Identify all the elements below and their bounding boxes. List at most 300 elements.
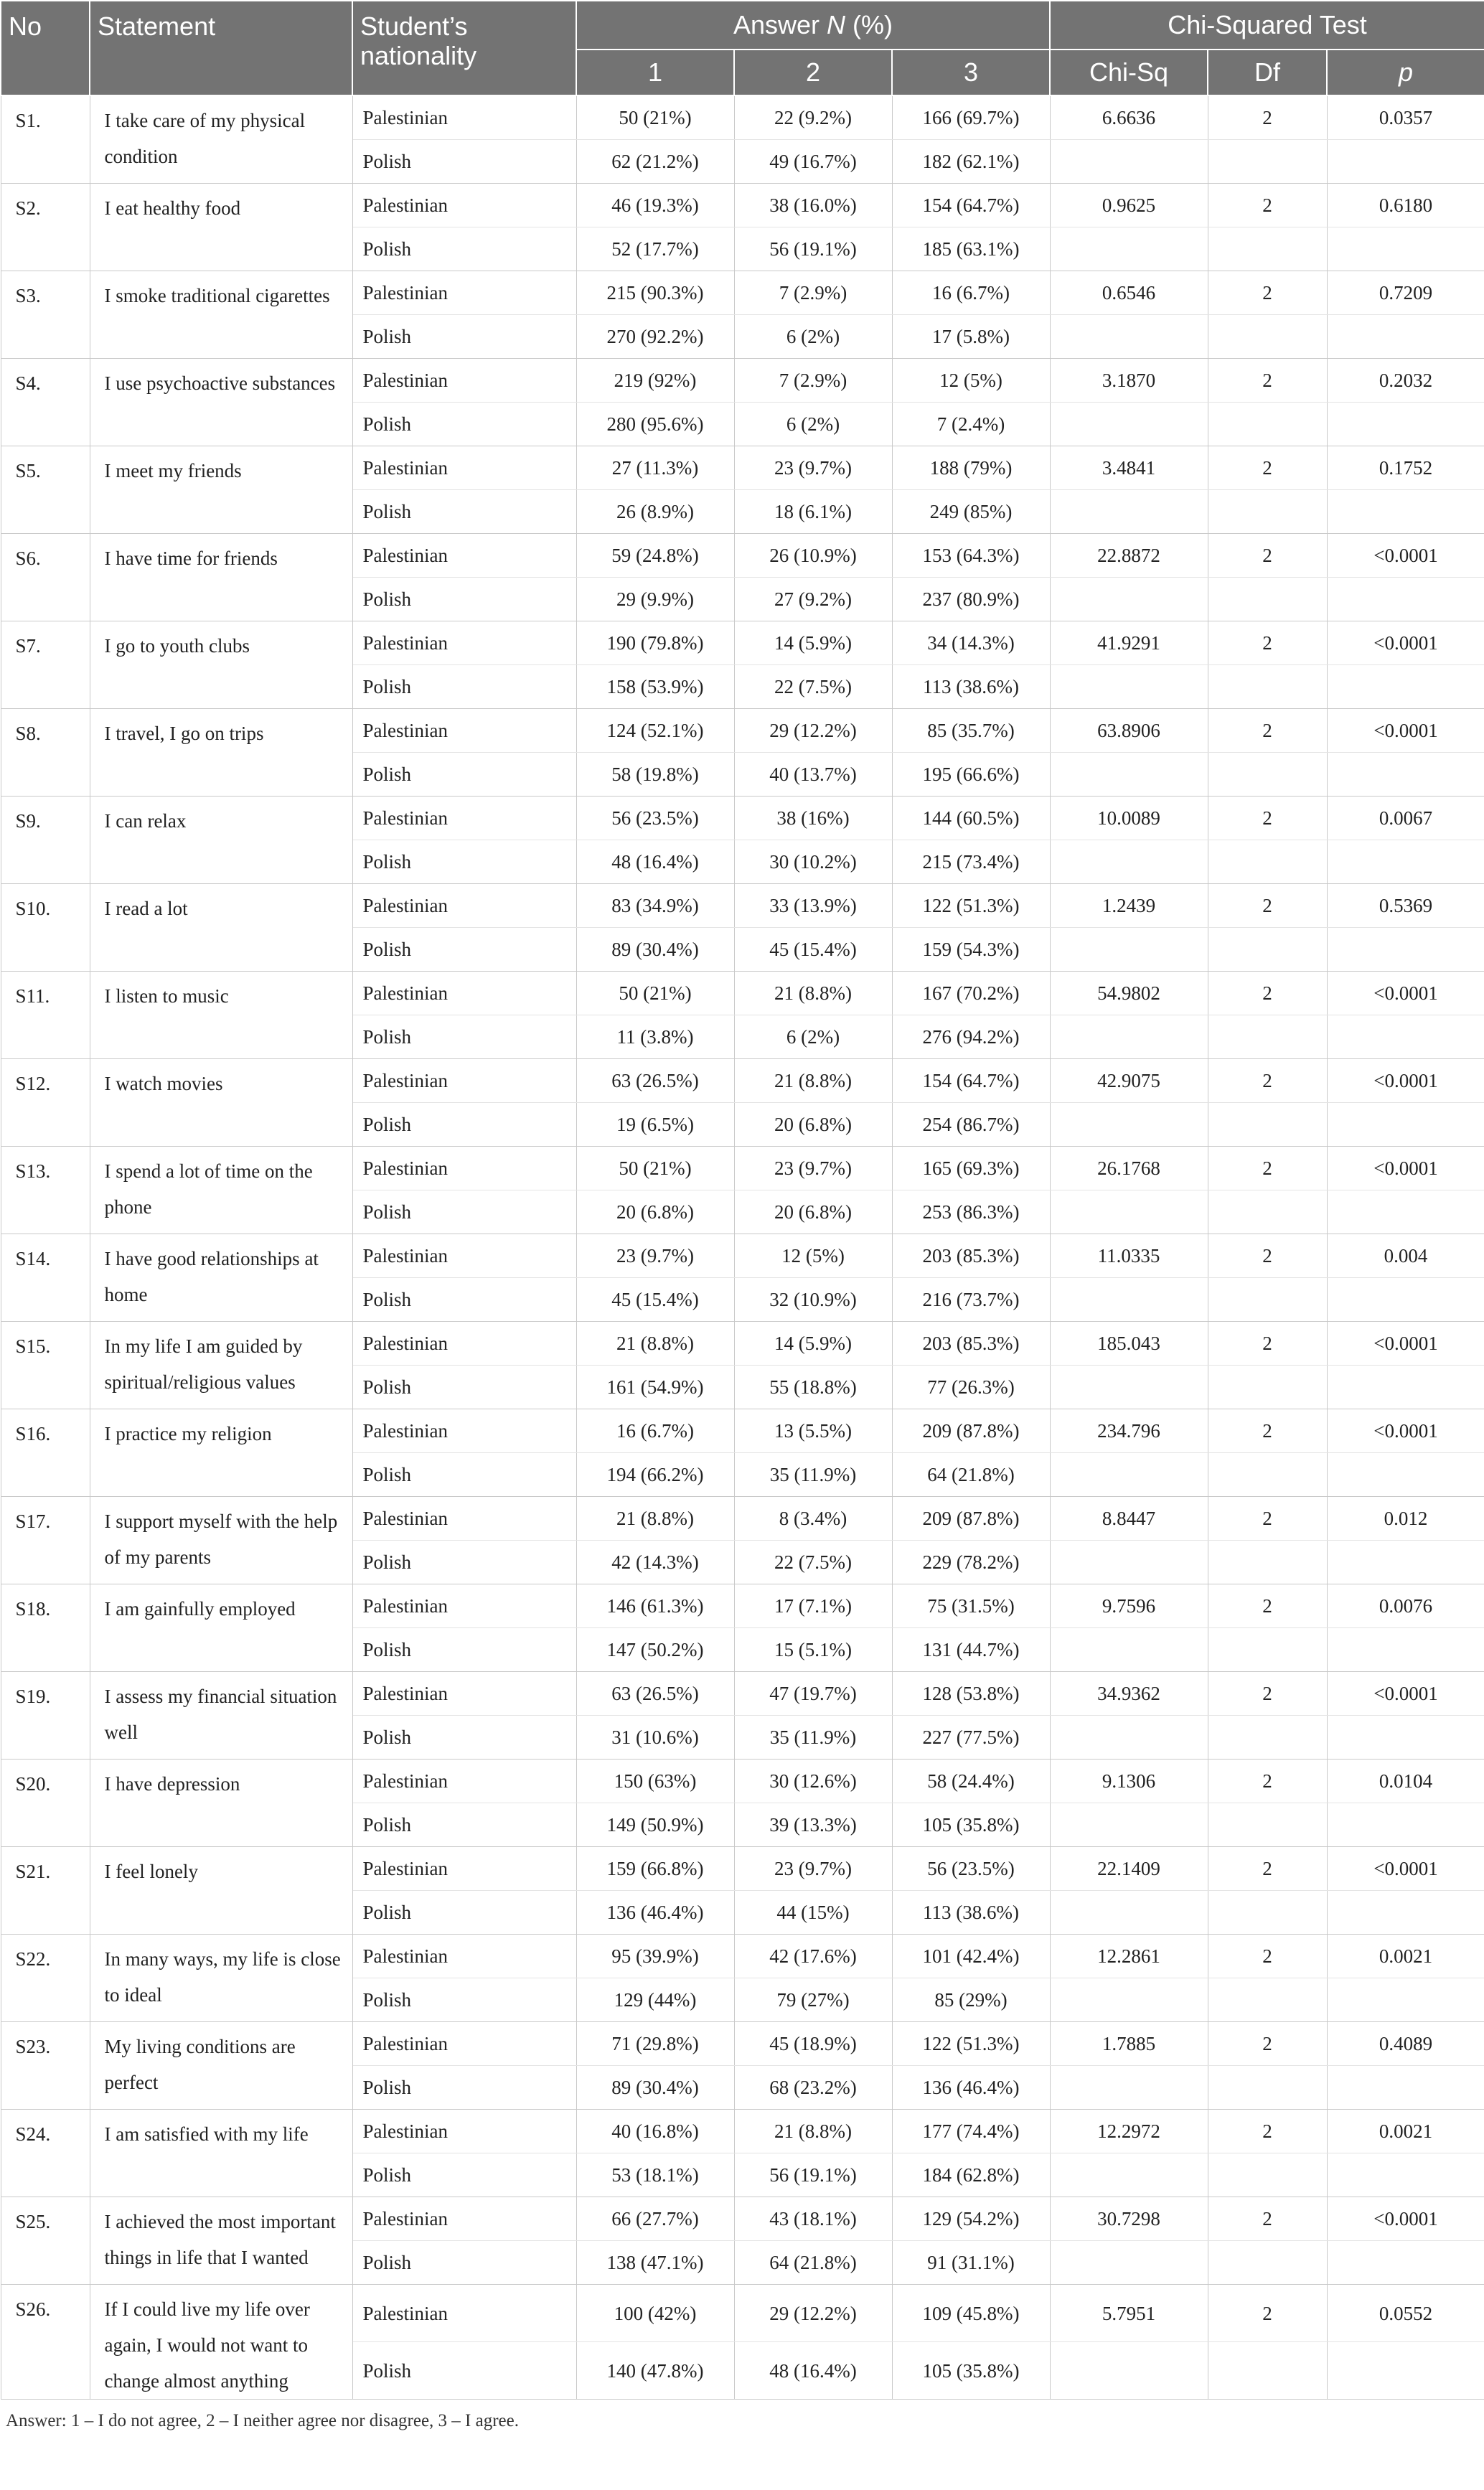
cell-answer-2: 29 (12.2%) [734, 709, 892, 753]
cell-nationality: Palestinian [352, 1322, 576, 1366]
cell-answer-1: 89 (30.4%) [576, 928, 734, 972]
cell-p: <0.0001 [1327, 2197, 1484, 2241]
cell-chi-sq: 3.1870 [1050, 359, 1208, 403]
cell-answer-1: 59 (24.8%) [576, 534, 734, 578]
cell-df: 2 [1208, 2197, 1327, 2241]
cell-statement: I watch movies [90, 1059, 352, 1147]
cell-answer-2: 38 (16%) [734, 797, 892, 840]
cell-statement: In many ways, my life is close to ideal [90, 1935, 352, 2022]
cell-answer-3: 159 (54.3%) [892, 928, 1050, 972]
cell-chi-sq-empty [1050, 665, 1208, 709]
cell-p: 0.1752 [1327, 446, 1484, 490]
cell-p: <0.0001 [1327, 534, 1484, 578]
cell-answer-1: 150 (63%) [576, 1760, 734, 1803]
cell-statement: I spend a lot of time on the phone [90, 1147, 352, 1234]
cell-statement: I meet my friends [90, 446, 352, 534]
cell-nationality: Palestinian [352, 1234, 576, 1278]
cell-answer-1: 46 (19.3%) [576, 184, 734, 227]
cell-no: S8. [1, 709, 90, 797]
table-row [1, 359, 1484, 403]
cell-answer-2: 12 (5%) [734, 1234, 892, 1278]
cell-p-empty [1327, 1190, 1484, 1234]
cell-answer-1: 215 (90.3%) [576, 271, 734, 315]
cell-answer-3: 227 (77.5%) [892, 1716, 1050, 1760]
cell-chi-sq-empty [1050, 1366, 1208, 1409]
cell-nationality: Polish [352, 1891, 576, 1935]
cell-p: 0.012 [1327, 1497, 1484, 1541]
table-header [1, 1, 1484, 95]
cell-chi-sq-empty [1050, 753, 1208, 797]
cell-answer-1: 26 (8.9%) [576, 490, 734, 534]
cell-answer-1: 71 (29.8%) [576, 2022, 734, 2066]
cell-no: S14. [1, 1234, 90, 1322]
cell-answer-3: 216 (73.7%) [892, 1278, 1050, 1322]
cell-answer-2: 21 (8.8%) [734, 2110, 892, 2153]
header-statement: Statement [90, 1, 352, 95]
cell-answer-1: 63 (26.5%) [576, 1672, 734, 1716]
cell-p: 0.7209 [1327, 271, 1484, 315]
cell-answer-2: 56 (19.1%) [734, 2153, 892, 2197]
cell-statement: I feel lonely [90, 1847, 352, 1935]
cell-no: S5. [1, 446, 90, 534]
cell-df: 2 [1208, 972, 1327, 1015]
cell-answer-1: 194 (66.2%) [576, 1453, 734, 1497]
cell-df: 2 [1208, 1409, 1327, 1453]
cell-answer-3: 113 (38.6%) [892, 1891, 1050, 1935]
cell-p: <0.0001 [1327, 709, 1484, 753]
cell-answer-2: 18 (6.1%) [734, 490, 892, 534]
cell-answer-2: 30 (12.6%) [734, 1760, 892, 1803]
cell-answer-2: 6 (2%) [734, 315, 892, 359]
cell-p-empty [1327, 578, 1484, 621]
cell-nationality: Polish [352, 1628, 576, 1672]
cell-answer-1: 48 (16.4%) [576, 840, 734, 884]
cell-nationality: Polish [352, 753, 576, 797]
cell-answer-2: 35 (11.9%) [734, 1453, 892, 1497]
cell-answer-2: 22 (7.5%) [734, 665, 892, 709]
cell-answer-2: 15 (5.1%) [734, 1628, 892, 1672]
table-row [1, 534, 1484, 578]
cell-answer-2: 21 (8.8%) [734, 972, 892, 1015]
cell-chi-sq-empty [1050, 1716, 1208, 1760]
cell-answer-1: 136 (46.4%) [576, 1891, 734, 1935]
cell-answer-1: 100 (42%) [576, 2285, 734, 2342]
cell-chi-sq: 12.2861 [1050, 1935, 1208, 1978]
cell-chi-sq: 9.1306 [1050, 1760, 1208, 1803]
cell-answer-3: 184 (62.8%) [892, 2153, 1050, 2197]
table-row [1, 2110, 1484, 2153]
cell-answer-3: 128 (53.8%) [892, 1672, 1050, 1716]
cell-no: S19. [1, 1672, 90, 1760]
cell-chi-sq: 41.9291 [1050, 621, 1208, 665]
cell-answer-1: 31 (10.6%) [576, 1716, 734, 1760]
cell-df: 2 [1208, 2022, 1327, 2066]
header-answer-1: 1 [576, 50, 734, 95]
cell-nationality: Palestinian [352, 1409, 576, 1453]
cell-answer-1: 280 (95.6%) [576, 403, 734, 446]
cell-statement: My living conditions are perfect [90, 2022, 352, 2110]
cell-answer-3: 77 (26.3%) [892, 1366, 1050, 1409]
cell-no: S18. [1, 1584, 90, 1672]
cell-df: 2 [1208, 1497, 1327, 1541]
cell-nationality: Palestinian [352, 1147, 576, 1190]
table-row [1, 1672, 1484, 1716]
cell-statement: I smoke traditional cigarettes [90, 271, 352, 359]
cell-answer-1: 52 (17.7%) [576, 227, 734, 271]
cell-nationality: Polish [352, 2241, 576, 2285]
cell-answer-3: 166 (69.7%) [892, 95, 1050, 140]
cell-df-empty [1208, 1716, 1327, 1760]
cell-statement: I have time for friends [90, 534, 352, 621]
cell-p-empty [1327, 315, 1484, 359]
cell-p-empty [1327, 665, 1484, 709]
cell-answer-1: 16 (6.7%) [576, 1409, 734, 1453]
cell-df-empty [1208, 403, 1327, 446]
cell-chi-sq: 11.0335 [1050, 1234, 1208, 1278]
header-answer-3: 3 [892, 50, 1050, 95]
cell-nationality: Polish [352, 1015, 576, 1059]
cell-p: <0.0001 [1327, 1672, 1484, 1716]
cell-chi-sq-empty [1050, 578, 1208, 621]
table-row [1, 1847, 1484, 1891]
cell-chi-sq: 8.8447 [1050, 1497, 1208, 1541]
header-answer-suffix: (%) [845, 10, 893, 40]
cell-chi-sq: 34.9362 [1050, 1672, 1208, 1716]
cell-p-empty [1327, 1366, 1484, 1409]
cell-statement: I read a lot [90, 884, 352, 972]
cell-answer-3: 276 (94.2%) [892, 1015, 1050, 1059]
cell-nationality: Palestinian [352, 2285, 576, 2342]
cell-answer-1: 50 (21%) [576, 95, 734, 140]
cell-df: 2 [1208, 534, 1327, 578]
cell-answer-3: 85 (29%) [892, 1978, 1050, 2022]
cell-df: 2 [1208, 446, 1327, 490]
cell-answer-2: 7 (2.9%) [734, 271, 892, 315]
cell-chi-sq: 185.043 [1050, 1322, 1208, 1366]
cell-answer-1: 45 (15.4%) [576, 1278, 734, 1322]
cell-p: 0.5369 [1327, 884, 1484, 928]
cell-p-empty [1327, 1015, 1484, 1059]
cell-df-empty [1208, 2241, 1327, 2285]
header-answer-prefix: Answer [733, 10, 827, 40]
cell-df: 2 [1208, 884, 1327, 928]
cell-answer-3: 154 (64.7%) [892, 1059, 1050, 1103]
cell-answer-1: 58 (19.8%) [576, 753, 734, 797]
cell-statement: If I could live my life over again, I would not want to change almost anything [90, 2285, 352, 2400]
cell-answer-2: 42 (17.6%) [734, 1935, 892, 1978]
header-nationality: Student’s nationality [352, 1, 576, 95]
cell-answer-1: 149 (50.9%) [576, 1803, 734, 1847]
cell-df-empty [1208, 578, 1327, 621]
cell-p: <0.0001 [1327, 972, 1484, 1015]
cell-chi-sq-empty [1050, 1103, 1208, 1147]
cell-chi-sq-empty [1050, 2342, 1208, 2400]
cell-answer-3: 185 (63.1%) [892, 227, 1050, 271]
cell-answer-3: 249 (85%) [892, 490, 1050, 534]
cell-nationality: Palestinian [352, 95, 576, 140]
cell-answer-3: 12 (5%) [892, 359, 1050, 403]
cell-p: 0.6180 [1327, 184, 1484, 227]
cell-nationality: Palestinian [352, 1584, 576, 1628]
cell-nationality: Palestinian [352, 534, 576, 578]
table-row [1, 621, 1484, 665]
cell-answer-3: 7 (2.4%) [892, 403, 1050, 446]
cell-p: <0.0001 [1327, 1847, 1484, 1891]
cell-no: S11. [1, 972, 90, 1059]
cell-answer-3: 237 (80.9%) [892, 578, 1050, 621]
cell-nationality: Palestinian [352, 184, 576, 227]
cell-p-empty [1327, 1891, 1484, 1935]
cell-nationality: Palestinian [352, 709, 576, 753]
cell-p-empty [1327, 140, 1484, 184]
cell-statement: I am satisfied with my life [90, 2110, 352, 2197]
cell-answer-2: 17 (7.1%) [734, 1584, 892, 1628]
cell-p-empty [1327, 1716, 1484, 1760]
cell-no: S15. [1, 1322, 90, 1409]
cell-answer-2: 22 (9.2%) [734, 95, 892, 140]
cell-p-empty [1327, 1453, 1484, 1497]
table-row [1, 1760, 1484, 1803]
cell-answer-2: 56 (19.1%) [734, 227, 892, 271]
cell-df-empty [1208, 2066, 1327, 2110]
cell-answer-3: 188 (79%) [892, 446, 1050, 490]
cell-answer-1: 159 (66.8%) [576, 1847, 734, 1891]
cell-chi-sq: 1.2439 [1050, 884, 1208, 928]
cell-nationality: Palestinian [352, 972, 576, 1015]
cell-df: 2 [1208, 709, 1327, 753]
cell-chi-sq: 234.796 [1050, 1409, 1208, 1453]
cell-statement: I listen to music [90, 972, 352, 1059]
cell-statement: I have good relationships at home [90, 1234, 352, 1322]
cell-answer-2: 44 (15%) [734, 1891, 892, 1935]
cell-p: <0.0001 [1327, 1147, 1484, 1190]
cell-chi-sq: 6.6636 [1050, 95, 1208, 140]
cell-df: 2 [1208, 797, 1327, 840]
cell-answer-2: 6 (2%) [734, 403, 892, 446]
cell-df-empty [1208, 1015, 1327, 1059]
cell-nationality: Palestinian [352, 271, 576, 315]
cell-statement: I practice my religion [90, 1409, 352, 1497]
cell-no: S24. [1, 2110, 90, 2197]
cell-statement: I use psychoactive substances [90, 359, 352, 446]
cell-p-empty [1327, 403, 1484, 446]
cell-df-empty [1208, 1628, 1327, 1672]
cell-answer-2: 30 (10.2%) [734, 840, 892, 884]
cell-df: 2 [1208, 1234, 1327, 1278]
cell-nationality: Polish [352, 1978, 576, 2022]
cell-answer-1: 190 (79.8%) [576, 621, 734, 665]
cell-p: 0.0021 [1327, 2110, 1484, 2153]
cell-statement: I eat healthy food [90, 184, 352, 271]
cell-answer-2: 43 (18.1%) [734, 2197, 892, 2241]
cell-nationality: Palestinian [352, 446, 576, 490]
cell-df: 2 [1208, 1672, 1327, 1716]
cell-chi-sq: 0.9625 [1050, 184, 1208, 227]
cell-p-empty [1327, 753, 1484, 797]
cell-answer-1: 21 (8.8%) [576, 1497, 734, 1541]
cell-df-empty [1208, 490, 1327, 534]
cell-p: <0.0001 [1327, 621, 1484, 665]
cell-answer-3: 56 (23.5%) [892, 1847, 1050, 1891]
cell-answer-3: 58 (24.4%) [892, 1760, 1050, 1803]
cell-answer-3: 209 (87.8%) [892, 1409, 1050, 1453]
cell-nationality: Polish [352, 1366, 576, 1409]
header-answer-n: N [827, 10, 846, 40]
header-p-label: p [1399, 57, 1414, 88]
cell-no: S21. [1, 1847, 90, 1935]
cell-nationality: Palestinian [352, 884, 576, 928]
cell-nationality: Polish [352, 1716, 576, 1760]
table-row [1, 972, 1484, 1015]
cell-chi-sq: 0.6546 [1050, 271, 1208, 315]
cell-answer-3: 122 (51.3%) [892, 884, 1050, 928]
header-no: No [1, 1, 90, 95]
cell-chi-sq: 63.8906 [1050, 709, 1208, 753]
cell-answer-3: 144 (60.5%) [892, 797, 1050, 840]
cell-chi-sq: 9.7596 [1050, 1584, 1208, 1628]
cell-statement: I achieved the most important things in life that I wanted [90, 2197, 352, 2285]
cell-chi-sq-empty [1050, 1278, 1208, 1322]
cell-df: 2 [1208, 2110, 1327, 2153]
cell-answer-3: 165 (69.3%) [892, 1147, 1050, 1190]
cell-answer-1: 161 (54.9%) [576, 1366, 734, 1409]
cell-chi-sq-empty [1050, 227, 1208, 271]
cell-answer-2: 8 (3.4%) [734, 1497, 892, 1541]
cell-chi-sq-empty [1050, 1015, 1208, 1059]
cell-answer-2: 45 (15.4%) [734, 928, 892, 972]
cell-answer-2: 6 (2%) [734, 1015, 892, 1059]
cell-chi-sq-empty [1050, 2241, 1208, 2285]
cell-df-empty [1208, 753, 1327, 797]
table-row [1, 271, 1484, 315]
cell-chi-sq-empty [1050, 140, 1208, 184]
cell-nationality: Polish [352, 928, 576, 972]
cell-df-empty [1208, 1190, 1327, 1234]
table-row [1, 1147, 1484, 1190]
cell-p-empty [1327, 227, 1484, 271]
cell-statement: I travel, I go on trips [90, 709, 352, 797]
cell-chi-sq-empty [1050, 1190, 1208, 1234]
cell-nationality: Palestinian [352, 1935, 576, 1978]
cell-answer-3: 109 (45.8%) [892, 2285, 1050, 2342]
cell-answer-3: 229 (78.2%) [892, 1541, 1050, 1584]
header-answer [576, 1, 1050, 50]
cell-no: S1. [1, 95, 90, 184]
cell-answer-3: 101 (42.4%) [892, 1935, 1050, 1978]
cell-answer-3: 131 (44.7%) [892, 1628, 1050, 1672]
header-answer-2: 2 [734, 50, 892, 95]
cell-answer-1: 138 (47.1%) [576, 2241, 734, 2285]
cell-answer-1: 89 (30.4%) [576, 2066, 734, 2110]
cell-nationality: Palestinian [352, 797, 576, 840]
cell-nationality: Polish [352, 2153, 576, 2197]
cell-answer-1: 11 (3.8%) [576, 1015, 734, 1059]
cell-nationality: Palestinian [352, 359, 576, 403]
cell-nationality: Polish [352, 665, 576, 709]
cell-answer-1: 40 (16.8%) [576, 2110, 734, 2153]
cell-chi-sq-empty [1050, 2153, 1208, 2197]
cell-nationality: Polish [352, 140, 576, 184]
cell-nationality: Polish [352, 1278, 576, 1322]
cell-nationality: Polish [352, 403, 576, 446]
cell-p-empty [1327, 2241, 1484, 2285]
cell-answer-2: 7 (2.9%) [734, 359, 892, 403]
cell-df: 2 [1208, 95, 1327, 140]
cell-chi-sq: 5.7951 [1050, 2285, 1208, 2342]
cell-nationality: Polish [352, 490, 576, 534]
cell-answer-2: 23 (9.7%) [734, 1147, 892, 1190]
cell-answer-2: 47 (19.7%) [734, 1672, 892, 1716]
cell-answer-1: 29 (9.9%) [576, 578, 734, 621]
cell-df: 2 [1208, 271, 1327, 315]
cell-nationality: Polish [352, 1103, 576, 1147]
cell-statement: I take care of my physical condition [90, 95, 352, 184]
cell-nationality: Palestinian [352, 1672, 576, 1716]
cell-p-empty [1327, 2066, 1484, 2110]
cell-nationality: Polish [352, 1541, 576, 1584]
cell-no: S26. [1, 2285, 90, 2400]
cell-chi-sq-empty [1050, 2066, 1208, 2110]
table-row [1, 1322, 1484, 1366]
cell-chi-sq: 1.7885 [1050, 2022, 1208, 2066]
cell-no: S25. [1, 2197, 90, 2285]
cell-df-empty [1208, 1891, 1327, 1935]
table-row [1, 95, 1484, 140]
cell-df: 2 [1208, 1322, 1327, 1366]
cell-chi-sq: 12.2972 [1050, 2110, 1208, 2153]
cell-p-empty [1327, 1103, 1484, 1147]
cell-answer-3: 254 (86.7%) [892, 1103, 1050, 1147]
cell-nationality: Polish [352, 1190, 576, 1234]
cell-df: 2 [1208, 1147, 1327, 1190]
cell-answer-1: 124 (52.1%) [576, 709, 734, 753]
cell-chi-sq-empty [1050, 1541, 1208, 1584]
cell-nationality: Palestinian [352, 1497, 576, 1541]
cell-df: 2 [1208, 621, 1327, 665]
table-body [1, 95, 1484, 2400]
cell-answer-2: 20 (6.8%) [734, 1103, 892, 1147]
cell-answer-1: 23 (9.7%) [576, 1234, 734, 1278]
cell-df-empty [1208, 227, 1327, 271]
cell-answer-3: 34 (14.3%) [892, 621, 1050, 665]
header-p [1327, 50, 1484, 95]
table-row [1, 709, 1484, 753]
table-footnote: Answer: 1 – I do not agree, 2 – I neither agree nor disagree, 3 – I agree. [6, 2411, 519, 2430]
cell-chi-sq: 22.8872 [1050, 534, 1208, 578]
cell-answer-1: 19 (6.5%) [576, 1103, 734, 1147]
cell-chi-sq: 30.7298 [1050, 2197, 1208, 2241]
table-row [1, 1059, 1484, 1103]
cell-answer-3: 203 (85.3%) [892, 1322, 1050, 1366]
cell-no: S4. [1, 359, 90, 446]
cell-answer-2: 22 (7.5%) [734, 1541, 892, 1584]
cell-nationality: Palestinian [352, 1059, 576, 1103]
cell-p-empty [1327, 1541, 1484, 1584]
cell-answer-3: 85 (35.7%) [892, 709, 1050, 753]
cell-df: 2 [1208, 1847, 1327, 1891]
cell-p-empty [1327, 2153, 1484, 2197]
cell-nationality: Polish [352, 578, 576, 621]
table-row [1, 1935, 1484, 1978]
table-row [1, 2197, 1484, 2241]
cell-chi-sq-empty [1050, 1803, 1208, 1847]
table-row [1, 884, 1484, 928]
cell-answer-3: 17 (5.8%) [892, 315, 1050, 359]
cell-chi-sq-empty [1050, 1628, 1208, 1672]
cell-chi-sq-empty [1050, 1453, 1208, 1497]
cell-answer-1: 42 (14.3%) [576, 1541, 734, 1584]
table-row [1, 1497, 1484, 1541]
